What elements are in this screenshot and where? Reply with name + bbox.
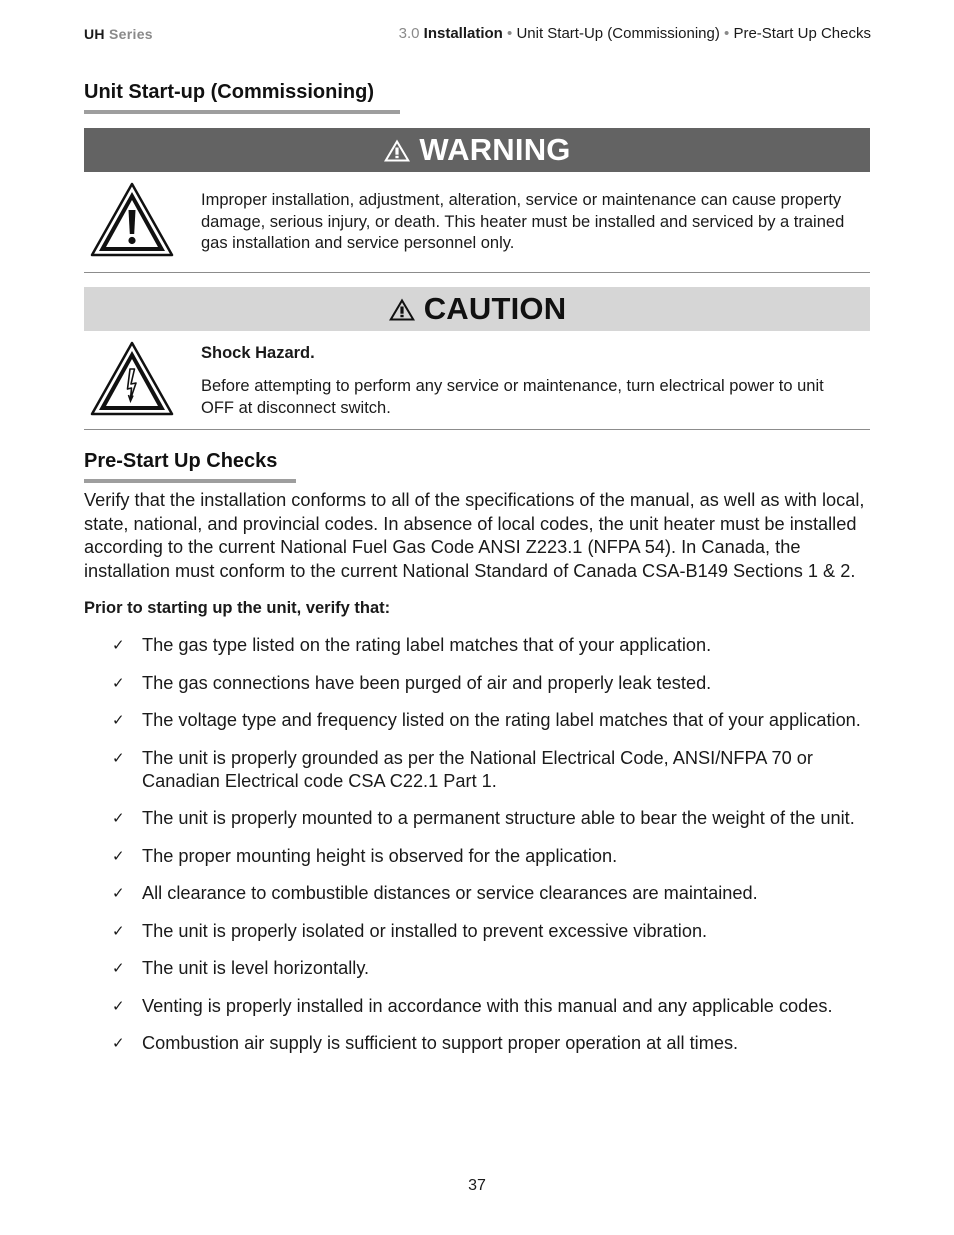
page-number: 37 — [468, 1177, 486, 1194]
section-heading-pre-start-checks: Pre-Start Up Checks — [84, 450, 278, 472]
electrical-hazard-icon — [90, 341, 174, 417]
checklist-item-text: The voltage type and frequency listed on the rating label matches that of your application. — [142, 710, 861, 730]
checklist-item-text: The proper mounting height is observed for the application. — [142, 845, 618, 866]
section-heading-commissioning: Unit Start-up (Commissioning) — [84, 81, 374, 103]
checkmark-icon: ✓ — [112, 846, 125, 865]
checklist-item — [84, 845, 874, 868]
warning-banner — [84, 128, 870, 172]
checklist-item — [84, 747, 874, 793]
checklist-item — [84, 672, 874, 695]
caution-banner-icon — [388, 297, 416, 322]
caution-banner — [84, 287, 870, 331]
checkmark-icon: ✓ — [112, 711, 125, 729]
heading-underline — [84, 479, 296, 483]
caution-text: Before attempting to perform any service or maintenance, turn electrical power to unit OFF at disconnect switch. — [201, 377, 824, 417]
breadcrumb-section-number: 3.0 — [398, 25, 420, 42]
breadcrumb — [399, 25, 871, 42]
checkmark-icon: ✓ — [112, 809, 125, 827]
divider — [84, 272, 870, 273]
caution-subtitle: Shock Hazard. — [201, 344, 315, 362]
checklist-item — [84, 920, 874, 943]
checklist-item — [84, 634, 874, 657]
checkmark-icon: ✓ — [112, 996, 125, 1015]
checkmark-icon: ✓ — [112, 748, 125, 767]
intro-paragraph: Verify that the installation conforms to all of the specifications of the manual, as well as with local, state, national, and provincial codes. In absence of local codes, the unit heater must be installed according to the current National Fuel Gas Code ANSI Z223.1 (NFPA 54). In Canada, the installation must conform to the current National Standard of Canada CSA-B149 Sections 1 & 2. — [84, 490, 865, 581]
checkmark-icon: ✓ — [112, 959, 125, 977]
checklist-item — [84, 709, 874, 732]
checklist-item — [84, 1032, 874, 1055]
checkmark-icon: ✓ — [112, 921, 125, 940]
heading-underline — [84, 110, 400, 114]
warning-text: Improper installation, adjustment, alteration, service or maintenance can cause property damage, serious injury, or death. This heater must be installed and serviced by a trained gas installation and service personnel only. — [201, 191, 845, 252]
caution-title: CAUTION — [423, 291, 567, 326]
checklist-item-text: The unit is properly isolated or installed to prevent excessive vibration. — [142, 920, 708, 941]
checkmark-icon: ✓ — [112, 884, 125, 902]
running-header — [84, 24, 871, 44]
checkmark-icon: ✓ — [112, 636, 125, 654]
warning-triangle-icon — [90, 182, 174, 258]
checklist-item-text: Venting is properly installed in accordance with this manual and any applicable codes. — [142, 995, 833, 1016]
checklist-item-text: The gas connections have been purged of air and properly leak tested. — [142, 672, 712, 693]
breadcrumb-separator: • — [507, 25, 513, 42]
checkmark-icon: ✓ — [112, 673, 125, 692]
checkmark-icon: ✓ — [112, 1034, 125, 1052]
checklist-item-text: The unit is level horizontally. — [142, 958, 370, 978]
divider — [84, 429, 870, 430]
checklist-item-text: The unit is properly mounted to a permanent structure able to bear the weight of the unit. — [142, 808, 855, 828]
breadcrumb-item-pre-start-checks: Pre-Start Up Checks — [733, 25, 871, 42]
checklist-lead: Prior to starting up the unit, verify that: — [84, 599, 391, 617]
series-name: UH — [84, 26, 105, 42]
checklist-item-text: The unit is properly grounded as per the National Electrical Code, ANSI/NFPA 70 or Canadian Electrical code CSA C22.1 Part 1. — [142, 747, 813, 791]
checklist-item-text: The gas type listed on the rating label matches that of your application. — [142, 635, 712, 655]
breadcrumb-separator: • — [724, 25, 730, 42]
checklist-item-text: Combustion air supply is sufficient to support proper operation at all times. — [142, 1033, 739, 1053]
pre-start-checklist — [84, 634, 874, 1070]
warning-title: WARNING — [419, 132, 571, 167]
series-label — [84, 26, 153, 42]
breadcrumb-section-title: Installation — [423, 25, 503, 42]
checklist-item-text: All clearance to combustible distances or service clearances are maintained. — [142, 883, 758, 903]
warning-banner-icon — [383, 138, 411, 163]
checklist-item — [84, 957, 874, 980]
checklist-item — [84, 995, 874, 1018]
checklist-item — [84, 882, 874, 905]
series-suffix: Series — [109, 26, 153, 42]
checklist-item — [84, 807, 874, 830]
breadcrumb-item-commissioning: Unit Start-Up (Commissioning) — [516, 25, 720, 42]
